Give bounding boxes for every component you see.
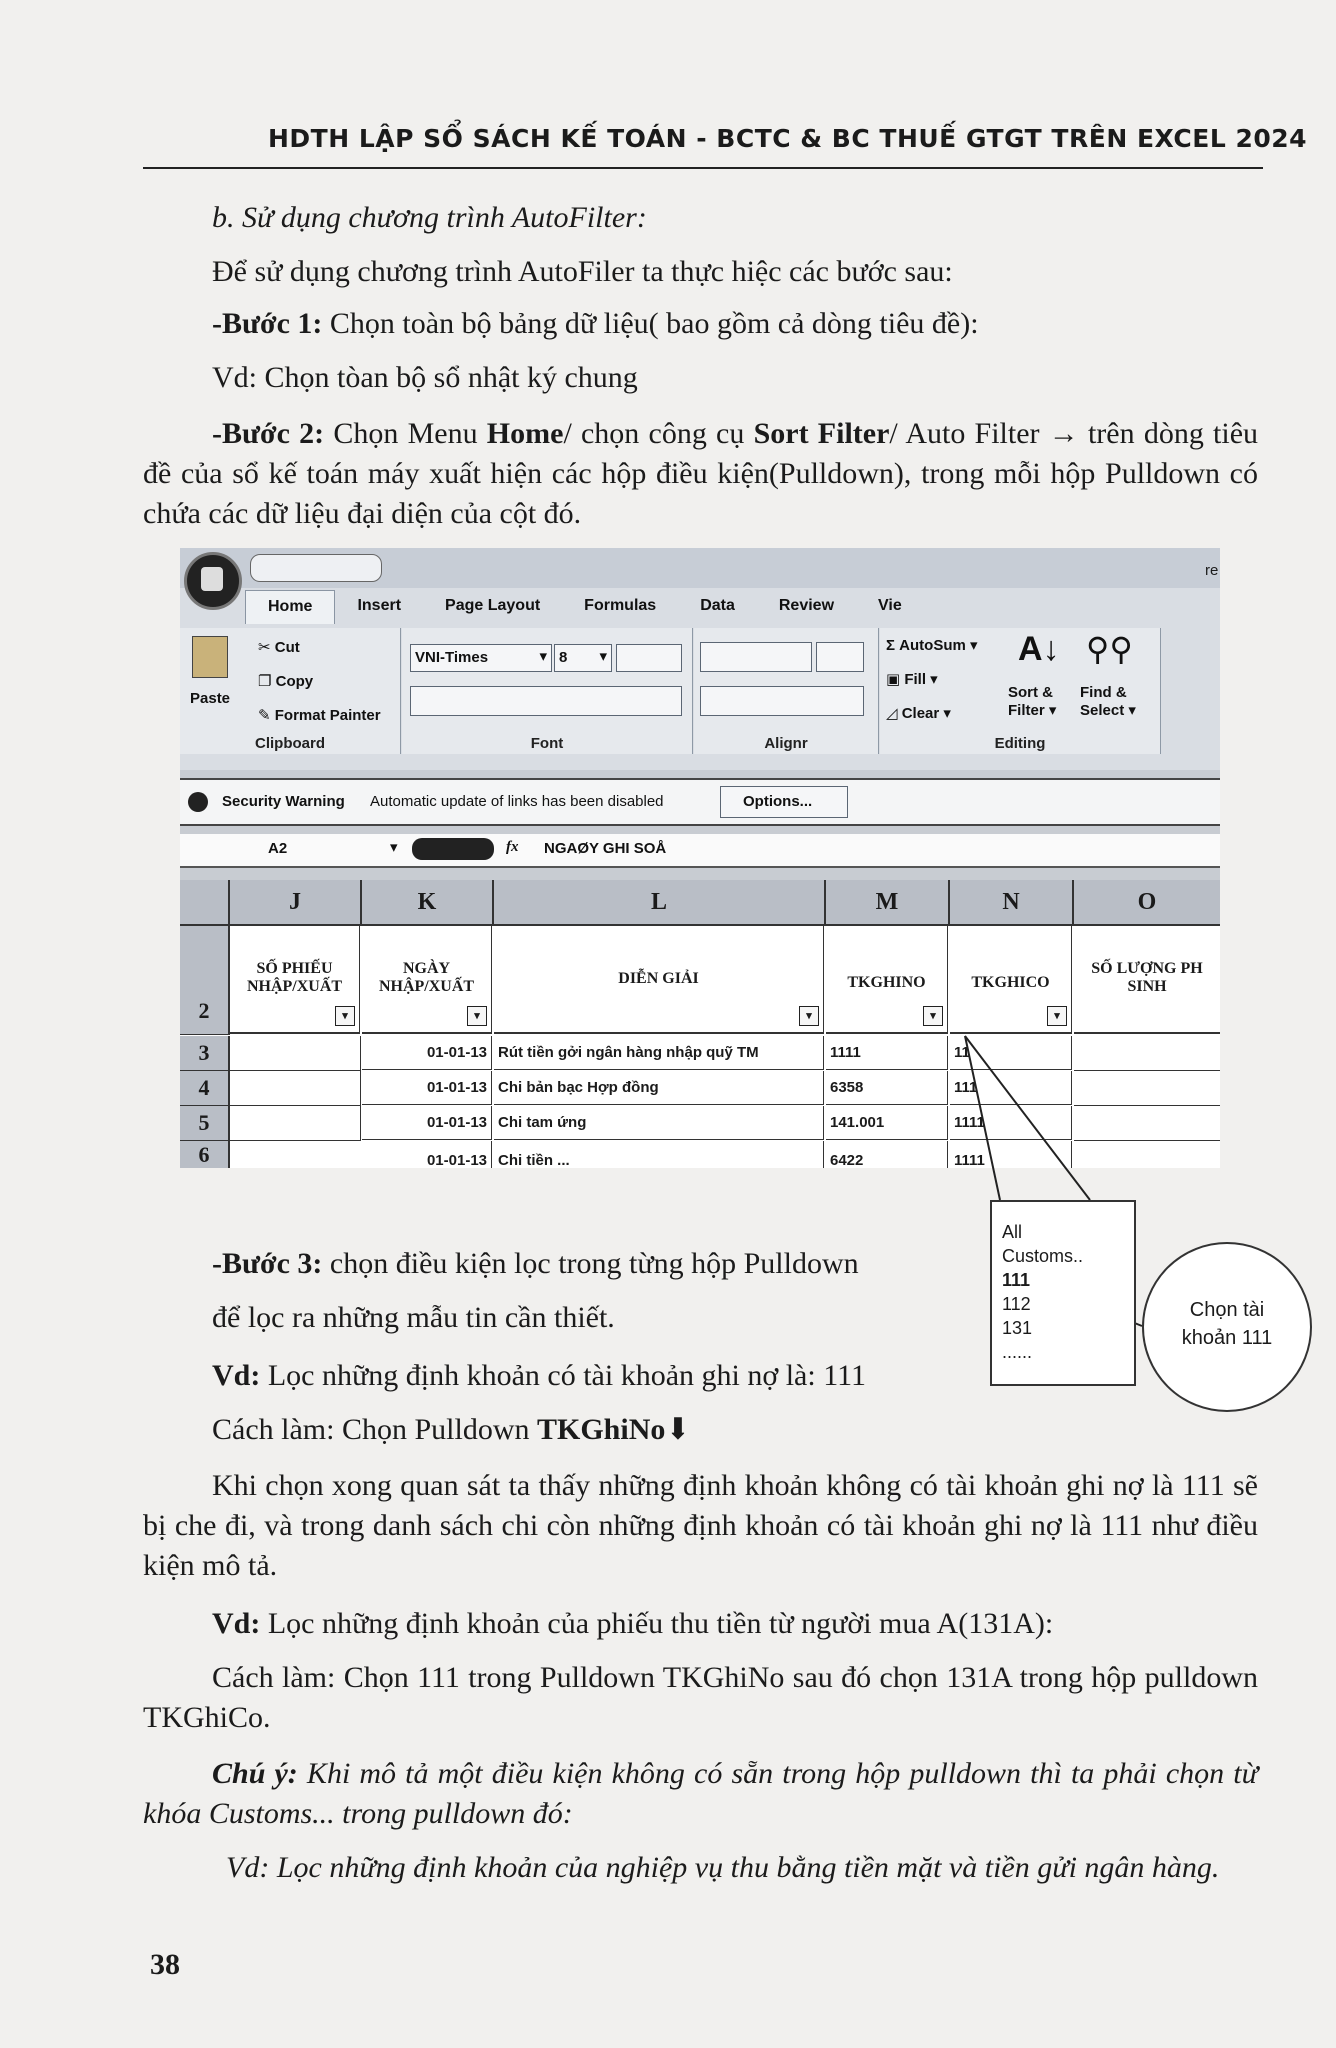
- binoculars-icon: ⚲⚲: [1086, 631, 1133, 667]
- brush-icon: ✎: [258, 707, 275, 724]
- fill-icon: ▣: [886, 671, 905, 688]
- function-icon[interactable]: fx: [506, 839, 519, 855]
- dropdown-item-131[interactable]: 131: [1002, 1318, 1033, 1338]
- header-text: TKGHICO: [971, 974, 1050, 991]
- alignment-label: Alignr: [764, 735, 808, 752]
- step2-sort-filter: Sort Filter: [753, 417, 890, 450]
- column-header[interactable]: M: [826, 880, 950, 926]
- table-cell[interactable]: 1111: [826, 1036, 948, 1070]
- copy-icon: ❐: [258, 673, 276, 690]
- filter-dropdown-button[interactable]: ▾: [467, 1006, 487, 1026]
- sort-filter-button[interactable]: Sort & Filter ▾: [1008, 684, 1057, 719]
- howto-1-tkghino: TKGhiNo: [537, 1413, 666, 1446]
- chevron-down-icon[interactable]: ▾: [390, 839, 398, 856]
- step1-text: Chọn toàn bộ bảng dữ liệu( bao gồm cả dòng tiêu đề):: [322, 307, 979, 340]
- running-header: HDTH LẬP SỔ SÁCH KẾ TOÁN - BCTC & BC THUẾ GTGT TRÊN EXCEL 2024: [268, 124, 1308, 153]
- arrow-down-icon: ⬇: [665, 1413, 691, 1446]
- window-title-fragment: re: [1205, 562, 1219, 579]
- editing-label: Editing: [994, 735, 1046, 752]
- howto-1-text: Cách làm: Chọn Pulldown: [212, 1413, 537, 1446]
- result-paragraph: Khi chọn xong quan sát ta thấy những định khoản không có tài khoản ghi nợ là 111 sẽ bị che đi, và trong danh sách chi còn những định khoản có tài khoản ghi nợ là 111 như điều kiện mô tả.: [143, 1469, 1258, 1582]
- header-text: NGÀY NHẬP/XUẤT: [378, 960, 475, 995]
- pointer-line: [965, 1036, 1090, 1200]
- table-cell[interactable]: 6358: [826, 1071, 948, 1105]
- table-cell[interactable]: 6422: [826, 1141, 948, 1168]
- column-header[interactable]: L: [494, 880, 826, 926]
- font-name-value: VNI-Times: [415, 649, 489, 666]
- filter-dropdown-button[interactable]: ▾: [335, 1006, 355, 1026]
- intro-text: Để sử dụng chương trình AutoFiler ta thực hiệc các bước sau:: [212, 255, 953, 288]
- paste-button[interactable]: Paste: [190, 690, 231, 707]
- header-text: SỐ PHIẾU NHẬP/XUẤT: [246, 960, 343, 995]
- page-number: 38: [150, 1948, 180, 1981]
- clipboard-label: Clipboard: [255, 735, 325, 752]
- filter-label: Filter: [1008, 702, 1045, 719]
- column-header[interactable]: K: [362, 880, 494, 926]
- step2-text-a: Chọn Menu: [324, 417, 487, 450]
- howto-1: [212, 1410, 691, 1450]
- tab-formulas[interactable]: Formulas: [584, 597, 657, 614]
- example-2-label: Vd:: [212, 1359, 261, 1392]
- sort-label: Sort &: [1008, 684, 1053, 701]
- tab-data[interactable]: Data: [700, 597, 735, 614]
- tab-insert[interactable]: Insert: [357, 597, 402, 614]
- callout-text: Chọn tài khoản 111: [1181, 1299, 1273, 1349]
- tab-page-layout[interactable]: Page Layout: [445, 597, 541, 614]
- header-text: SỐ LƯỢNG PH SINH: [1091, 960, 1203, 995]
- dropdown-item-111[interactable]: 111: [1002, 1270, 1031, 1290]
- table-cell[interactable]: Chi tam ứng: [494, 1106, 824, 1140]
- fill-button[interactable]: ▣ Fill ▾: [886, 671, 938, 688]
- step3-continuation: để lọc ra những mẫu tin cần thiết.: [212, 1301, 615, 1334]
- name-box[interactable]: A2: [268, 840, 288, 857]
- example-3-text: Lọc những định khoản của phiếu thu tiền từ người mua A(131A):: [260, 1607, 1054, 1640]
- header-text: DIỄN GIẢI: [618, 970, 699, 987]
- table-cell[interactable]: 1111: [950, 1141, 1072, 1168]
- table-cell[interactable]: 01-01-13: [362, 1036, 492, 1070]
- filter-dropdown-button[interactable]: ▾: [1047, 1006, 1067, 1026]
- tab-home[interactable]: Home: [245, 590, 335, 624]
- table-cell[interactable]: Chi bản bạc Hợp đồng: [494, 1071, 824, 1105]
- section-title: b. Sử dụng chương trình AutoFilter:: [212, 201, 647, 234]
- scissors-icon: ✂: [258, 639, 275, 656]
- step3-text: chọn điều kiện lọc trong từng hộp Pulldown: [322, 1247, 859, 1280]
- row-header[interactable]: 2: [180, 926, 230, 1035]
- fill-label: Fill: [904, 671, 927, 688]
- table-cell[interactable]: 01-01-13: [362, 1141, 492, 1168]
- security-warning-title: Security Warning: [222, 793, 345, 810]
- tab-view[interactable]: Vie: [878, 597, 902, 614]
- step1-label: -Bước 1:: [212, 307, 323, 340]
- cut-label: Cut: [274, 639, 300, 656]
- font-label: Font: [530, 735, 564, 752]
- step2-label: -Bước 2:: [212, 417, 325, 450]
- note-text: Khi mô tả một điều kiện không có sẵn trong hộp pulldown thì ta phải chọn từ khóa Customs... trong pulldown đó:: [143, 1757, 1258, 1830]
- font-size-value: 8: [559, 649, 568, 666]
- table-cell[interactable]: 01-01-13: [362, 1106, 492, 1140]
- column-header[interactable]: J: [230, 880, 362, 926]
- filter-dropdown-button-tkghino[interactable]: ▾: [923, 1006, 943, 1026]
- chevron-down-icon: ▾: [599, 648, 607, 665]
- example-2-text: Lọc những định khoản có tài khoản ghi nợ là: 111: [260, 1359, 866, 1392]
- step3-paragraph: [212, 1244, 859, 1284]
- table-cell[interactable]: 11: [950, 1036, 1072, 1070]
- row-header[interactable]: 6: [180, 1141, 230, 1168]
- howto-2: Cách làm: Chọn 111 trong Pulldown TKGhiNo sau đó chọn 131A trong hộp pulldown TKGhiCo.: [143, 1661, 1258, 1734]
- dropdown-item-more[interactable]: ......: [1002, 1342, 1033, 1362]
- clear-label: Clear: [901, 705, 940, 722]
- example-3: [212, 1604, 1053, 1644]
- example-2: [212, 1356, 866, 1396]
- sigma-icon: Σ: [886, 637, 900, 654]
- filter-dropdown-button[interactable]: ▾: [799, 1006, 819, 1026]
- table-cell[interactable]: Chi tiền ...: [494, 1141, 824, 1168]
- table-cell[interactable]: 111: [950, 1071, 1072, 1105]
- dropdown-item-all[interactable]: All: [1002, 1222, 1023, 1242]
- autosum-label: AutoSum: [899, 637, 966, 654]
- example-4: Vd: Lọc những định khoản của nghiệp vụ thu bằng tiền mặt và tiền gửi ngân hàng.: [226, 1851, 1220, 1884]
- sort-filter-icon: A↓: [1018, 630, 1060, 668]
- dropdown-item-112[interactable]: 112: [1002, 1294, 1031, 1314]
- format-painter-label: Format Painter: [274, 707, 381, 724]
- column-header[interactable]: O: [1074, 880, 1220, 926]
- formula-value[interactable]: NGAØY GHI SOÅ: [544, 840, 667, 857]
- row-header[interactable]: 3: [180, 1036, 230, 1071]
- find-label: Find &: [1080, 684, 1127, 701]
- clear-button[interactable]: ◿ Clear ▾: [886, 705, 951, 722]
- table-cell[interactable]: 1111: [950, 1106, 1072, 1140]
- security-warning-message: Automatic update of links has been disabled: [370, 793, 664, 810]
- step2-text-c: / Auto Filter → trên dòng tiêu đề của sổ kế toán máy xuất hiện các hộp điều kiện(Pulldown), trong mỗi hộp Pulldown có chứa các dữ liệu đại diện của cột đó.: [143, 417, 1259, 530]
- select-label: Select: [1080, 702, 1125, 719]
- step2-text-b: / chọn công cụ: [563, 417, 754, 450]
- table-cell[interactable]: Rút tiền gởi ngân hàng nhập quỹ TM: [494, 1036, 824, 1070]
- example-1: Vd: Chọn tòan bộ sổ nhật ký chung: [212, 361, 638, 394]
- table-cell[interactable]: 01-01-13: [362, 1071, 492, 1105]
- step3-label: -Bước 3:: [212, 1247, 323, 1280]
- chevron-down-icon: ▾: [539, 648, 547, 665]
- header-text: TKGHINO: [847, 974, 926, 991]
- step2-home: Home: [486, 417, 564, 450]
- copy-label: Copy: [275, 673, 314, 690]
- note-paragraph: [143, 1754, 1258, 1834]
- eraser-icon: ◿: [886, 705, 902, 722]
- callout-bubble: [1142, 1242, 1312, 1412]
- table-cell[interactable]: 141.001: [826, 1106, 948, 1140]
- row-header[interactable]: 4: [180, 1071, 230, 1106]
- options-label: Options...: [743, 793, 813, 810]
- tab-review[interactable]: Review: [778, 597, 835, 614]
- row-header[interactable]: 5: [180, 1106, 230, 1141]
- find-select-button[interactable]: Find & Select ▾: [1080, 684, 1136, 719]
- dropdown-item-customs[interactable]: Customs..: [1002, 1246, 1084, 1266]
- autosum-button[interactable]: Σ AutoSum ▾: [886, 637, 978, 654]
- column-header[interactable]: N: [950, 880, 1074, 926]
- example-3-label: Vd:: [212, 1607, 261, 1640]
- filter-dropdown-list: [990, 1200, 1136, 1386]
- note-label: Chú ý:: [212, 1757, 298, 1790]
